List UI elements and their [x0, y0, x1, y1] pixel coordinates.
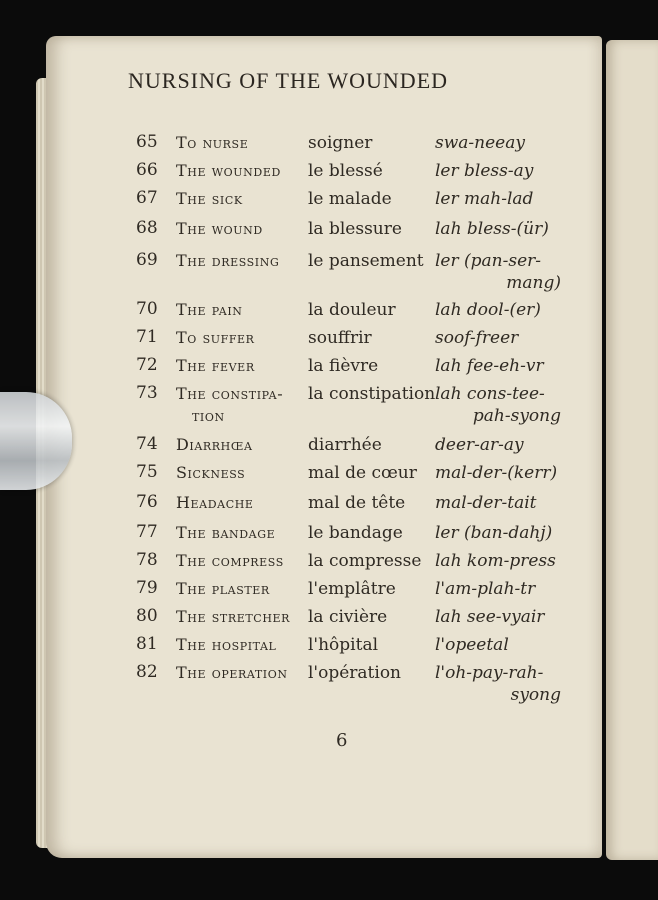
french-term: la constipation	[308, 384, 436, 404]
french-term: la compresse	[308, 551, 422, 571]
pronunciation-text: ler mah-lad	[435, 189, 534, 209]
row-number: 76	[136, 492, 158, 512]
pronunciation	[435, 327, 561, 349]
english-term	[176, 188, 308, 210]
pronunciation	[435, 383, 561, 427]
french-term: la fièvre	[308, 356, 379, 376]
pronunciation	[435, 492, 561, 514]
english-term	[176, 492, 308, 514]
row-number: 69	[136, 250, 158, 270]
french-term: mal de cœur	[308, 463, 417, 483]
pronunciation	[435, 160, 561, 182]
french-term: la civière	[308, 607, 388, 627]
english-term-text: The constipa-	[176, 384, 284, 403]
pronunciation	[435, 606, 561, 628]
pronunciation-text: lah kom-press	[435, 551, 556, 571]
row-number: 79	[136, 578, 158, 598]
french-term: l'hôpital	[308, 635, 379, 655]
pronunciation	[435, 634, 561, 656]
row-number: 80	[136, 606, 158, 626]
pronunciation	[435, 550, 561, 572]
english-term	[176, 462, 308, 484]
english-term-text: To suffer	[176, 328, 255, 347]
english-term	[176, 550, 308, 572]
french-term: diarrhée	[308, 435, 382, 455]
pronunciation-text: ler (pan-ser-	[435, 251, 542, 271]
pronunciation-text: lah bless-(ür)	[435, 219, 549, 239]
pronunciation-continuation: pah-syong	[472, 406, 561, 426]
row-number: 68	[136, 218, 158, 238]
english-term-text: The operation	[176, 663, 288, 682]
french-term: la blessure	[308, 219, 402, 239]
english-term-text: The bandage	[176, 523, 276, 542]
english-term	[176, 355, 308, 377]
english-term-text: The pain	[176, 300, 243, 319]
english-term	[176, 160, 308, 182]
french-term: mal de tête	[308, 493, 406, 513]
english-term	[176, 132, 308, 154]
pronunciation-continuation: mang)	[506, 273, 561, 293]
english-term-text: The hospital	[176, 635, 277, 654]
next-page-edge	[606, 40, 658, 860]
pronunciation	[435, 188, 561, 210]
english-term-text: Diarrhœa	[176, 435, 253, 454]
pronunciation-text: soof-freer	[435, 328, 519, 348]
row-number: 71	[136, 327, 158, 347]
row-number: 66	[136, 160, 158, 180]
english-term	[176, 662, 308, 684]
pronunciation	[435, 578, 561, 600]
french-term: le malade	[308, 189, 392, 209]
pronunciation-text: ler (ban-dahj)	[435, 523, 553, 543]
english-term	[176, 327, 308, 349]
english-term-text: The compress	[176, 551, 284, 570]
row-number: 72	[136, 355, 158, 375]
english-term	[176, 383, 308, 427]
english-term-text: The sick	[176, 189, 243, 208]
english-term-text: Headache	[176, 493, 254, 512]
english-term-text: The fever	[176, 356, 255, 375]
pronunciation	[435, 355, 561, 377]
french-term: le bandage	[308, 523, 403, 543]
pronunciation-text: mal-der-(kerr)	[435, 463, 558, 483]
english-term-text: The plaster	[176, 579, 270, 598]
pronunciation	[435, 218, 561, 240]
pronunciation-text: lah cons-tee-	[435, 384, 545, 404]
pronunciation-text: deer-ar-ay	[435, 435, 524, 455]
english-term	[176, 250, 308, 272]
pronunciation	[435, 132, 561, 154]
pronunciation-text: l'am-plah-tr	[435, 579, 536, 599]
row-number: 77	[136, 522, 158, 542]
pronunciation	[435, 522, 561, 544]
english-term	[176, 522, 308, 544]
english-term	[176, 634, 308, 656]
english-term-text: The dressing	[176, 251, 280, 270]
pronunciation-text: mal-der-tait	[435, 493, 537, 513]
row-number: 78	[136, 550, 158, 570]
french-term: le pansement	[308, 251, 424, 271]
row-number: 73	[136, 383, 158, 403]
english-term-text: The stretcher	[176, 607, 291, 626]
english-term-text: The wounded	[176, 161, 281, 180]
pronunciation-text: l'oh-pay-rah-	[435, 663, 544, 683]
english-term-text: Sickness	[176, 463, 246, 482]
row-number: 82	[136, 662, 158, 682]
pronunciation-text: l'opeetal	[435, 635, 509, 655]
pronunciation-text: ler bless-ay	[435, 161, 534, 181]
pronunciation	[435, 462, 561, 484]
row-number: 67	[136, 188, 158, 208]
english-term	[176, 606, 308, 628]
french-term: soigner	[308, 133, 373, 153]
english-term-text: The wound	[176, 219, 263, 238]
row-number: 70	[136, 299, 158, 319]
row-number: 75	[136, 462, 158, 482]
french-term: l'opération	[308, 663, 402, 683]
english-term	[176, 299, 308, 321]
french-term: souffrir	[308, 328, 372, 348]
english-term	[176, 578, 308, 600]
pronunciation-text: lah dool-(er)	[435, 300, 541, 320]
english-term	[176, 434, 308, 456]
row-number: 81	[136, 634, 158, 654]
english-term-text: To nurse	[176, 133, 249, 152]
pronunciation	[435, 299, 561, 321]
pronunciation	[435, 250, 561, 294]
english-term-continuation: tion	[192, 406, 225, 425]
french-term: l'emplâtre	[308, 579, 396, 599]
row-number: 74	[136, 434, 158, 454]
page-title: NURSING OF THE WOUNDED	[128, 68, 449, 93]
pronunciation-text: lah see-vyair	[435, 607, 545, 627]
row-number: 65	[136, 132, 158, 152]
pronunciation	[435, 662, 561, 706]
pronunciation	[435, 434, 561, 456]
pronunciation-text: swa-neeay	[435, 133, 525, 153]
french-term: le blessé	[308, 161, 383, 181]
english-term	[176, 218, 308, 240]
pronunciation-continuation: syong	[510, 685, 561, 705]
page-number: 6	[336, 730, 348, 751]
french-term: la douleur	[308, 300, 396, 320]
pronunciation-text: lah fee-eh-vr	[435, 356, 544, 376]
